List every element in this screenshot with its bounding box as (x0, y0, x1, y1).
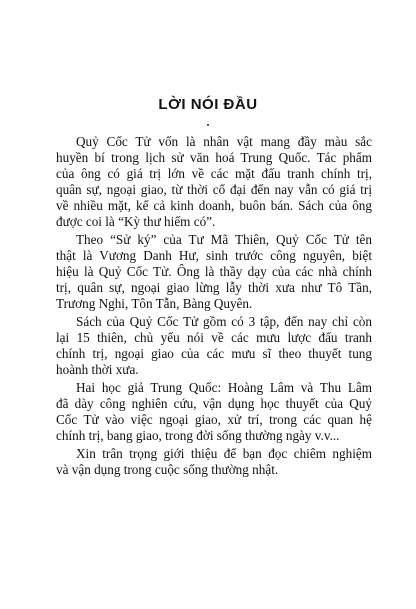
decorative-dot (207, 124, 209, 126)
text-line: quân sự, ngoại giao, từ thời cổ đại đến nay vẫn có giá trị (56, 182, 372, 197)
text-line: được coi là “Kỳ thư hiếm có”. (56, 214, 216, 229)
text-line: thật là Vương Danh Hư, sinh trước công nguyên, biệt (56, 248, 372, 263)
paragraph-1 (56, 134, 372, 230)
text-line: hiệu là Quỷ Cốc Tử. Ông là thầy dạy của các nhà chính (56, 264, 372, 279)
text-line: Sách của Quỷ Cốc Tử gồm có 3 tập, đến nay chỉ còn (76, 314, 372, 329)
text-line: Quỷ Cốc Tử vốn là nhân vật mang đầy màu sắc (76, 134, 372, 149)
page-title: LỜI NÓI ĐẦU (158, 96, 258, 113)
text-line: Cốc Tử vào việc ngoại giao, xử trí, trong các quan hệ (56, 412, 372, 427)
text-line: về nhiều mặt, kể cả kinh doanh, buôn bán. Sách của ông (56, 198, 372, 213)
text-line: chính trị, bang giao, trong đời sống thường ngày v.v... (56, 428, 340, 443)
paragraph-3 (56, 314, 372, 378)
text-line: chính trị, ngoại giao của các mưu sĩ theo thuyết tung (56, 346, 372, 361)
text-line: và vận dụng trong cuộc sống thường nhật. (56, 462, 279, 477)
paragraph-2 (56, 232, 372, 312)
paragraph-4 (56, 380, 372, 444)
paragraph-5 (56, 446, 372, 478)
text-line: hoành thời xưa. (56, 362, 139, 377)
text-line: Hai học giả Trung Quốc: Hoàng Lâm và Thu Lâm (76, 380, 372, 395)
text-line: của ông có giá trị lớn về các mặt đấu tranh chính trị, (56, 166, 372, 181)
text-line: trị, quân sự, ngoại giao lừng lẫy thời xưa như Tô Tần, (56, 280, 372, 295)
text-line: huyền bí trong lịch sử văn hoá Trung Quốc. Tác phẩm (56, 150, 372, 165)
text-line: đã dày công nghiên cứu, vận dụng học thuyết của Quỷ (56, 396, 372, 411)
text-line: Trương Nghi, Tôn Tẫn, Bàng Quyên. (56, 296, 253, 311)
preface-body (56, 134, 372, 480)
text-line: Xin trân trọng giới thiệu để bạn đọc chiêm nghiệm (76, 446, 372, 461)
text-line: lại 15 thiên, chủ yếu nói về các mưu lược đấu tranh (56, 330, 372, 345)
text-line: Theo “Sử ký” của Tư Mã Thiên, Quỷ Cốc Tử tên (76, 232, 372, 247)
